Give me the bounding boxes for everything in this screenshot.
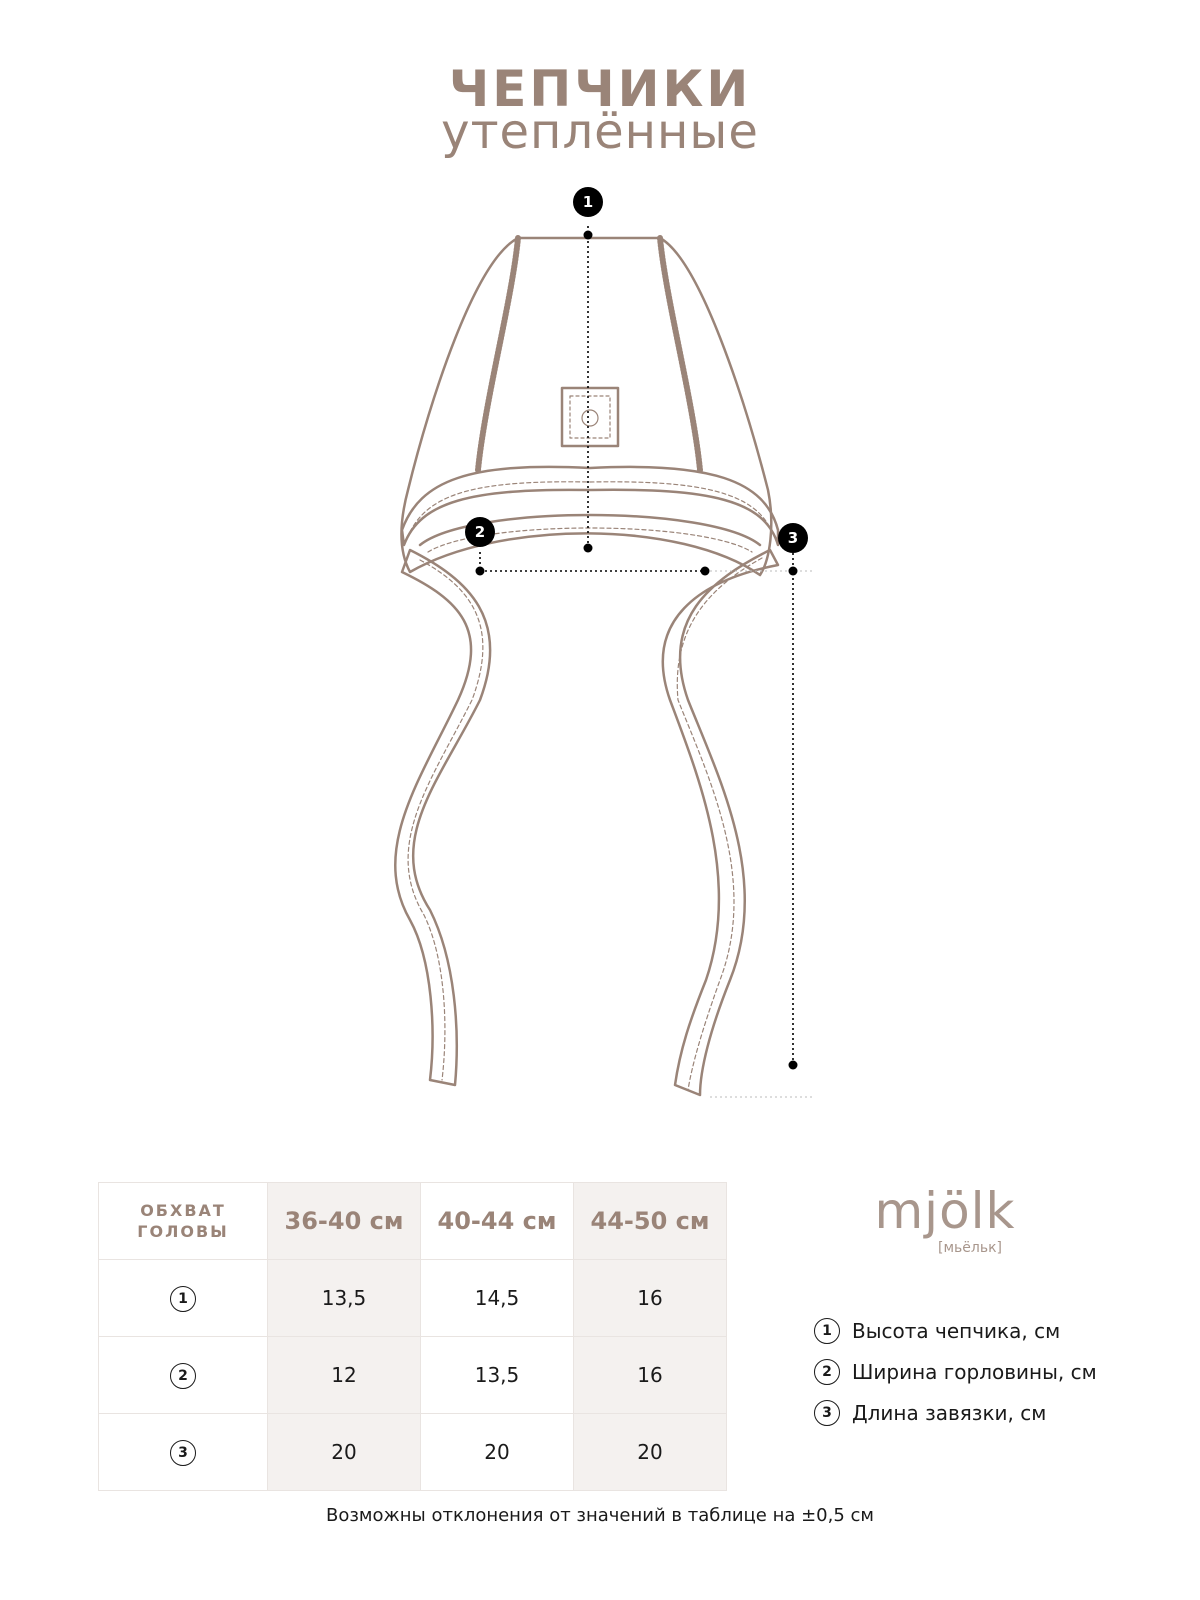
row-marker: 2 [170,1363,196,1389]
table-cell: 13,5 [268,1260,421,1337]
legend-marker: 3 [814,1400,840,1426]
bonnet-diagram [380,180,820,1110]
row-marker-cell [99,1260,268,1337]
legend-item [814,1310,1097,1351]
left-rib-seam [478,238,518,470]
brand-name: mjölk [874,1182,1016,1240]
size-header [268,1183,421,1260]
page-title: ЧЕПЧИКИ [448,60,752,118]
row-marker-cell [99,1337,268,1414]
table-cell: 20 [421,1414,574,1491]
legend-text: Ширина горловины, см [852,1359,1097,1384]
legend-marker: 1 [814,1318,840,1344]
size-header-text: 36-40 см [284,1207,404,1235]
head-label-cell [99,1183,268,1260]
table-header-row [99,1183,727,1260]
marker-1-text: 1 [582,193,594,211]
size-table [98,1182,727,1491]
table-cell: 16 [574,1337,727,1414]
tolerance-note: Возможны отклонения от значений в таблице на ±0,5 см [326,1505,874,1526]
table-cell: 20 [574,1414,727,1491]
left-tie [395,550,490,1085]
legend-marker: 2 [814,1359,840,1385]
legend-text: Высота чепчика, см [852,1318,1061,1343]
table-row [99,1337,727,1414]
right-tie [663,550,778,1095]
size-header-text: 40-44 см [437,1207,557,1235]
size-header [574,1183,727,1260]
table-cell: 20 [268,1414,421,1491]
table-row [99,1414,727,1491]
legend-item [814,1351,1097,1392]
table-cell: 12 [268,1337,421,1414]
legend-text: Длина завязки, см [852,1400,1047,1425]
legend [814,1310,1097,1433]
brand-logo [860,1182,1030,1256]
legend-item [814,1392,1097,1433]
table-cell: 16 [574,1260,727,1337]
table-cell: 14,5 [421,1260,574,1337]
size-header-text: 44-50 см [590,1207,710,1235]
brand-subtitle: [мьёльк] [938,1240,1003,1256]
row-marker: 1 [170,1286,196,1312]
right-rib-seam [660,238,700,470]
table-row [99,1260,727,1337]
marker-2-text: 2 [474,523,486,541]
size-header [421,1183,574,1260]
head-label: ОБХВАТ ГОЛОВЫ [137,1201,229,1241]
row-marker: 3 [170,1440,196,1466]
row-marker-cell [99,1414,268,1491]
table-cell: 13,5 [421,1337,574,1414]
bonnet-crown-outline [402,238,772,575]
page-subtitle: утеплённые [441,104,759,160]
marker-3-text: 3 [787,529,799,547]
